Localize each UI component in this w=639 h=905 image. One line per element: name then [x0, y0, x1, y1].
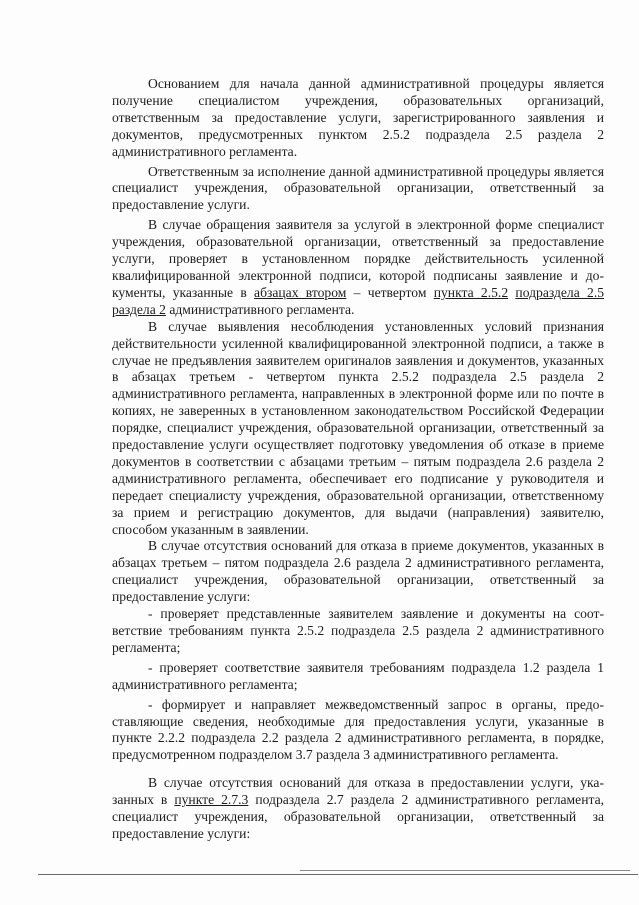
paragraph-text: - формирует и направляет межведомственный запрос в органы, предоставляющие сведения, необходимые для предоставления услуги, указанные в пункте 2.2.2 подраздела 2.2 раздела 2 административного регламента, в порядке, предусмотренном подразделом 3.7 раздела 3 административного регламента.	[112, 696, 604, 763]
paragraph-no-grounds-acceptance	[112, 538, 604, 606]
paragraph-text: - проверяет представленные заявителем заявление и документы на соответствие требованиям пункта 2.5.2 подраздела 2.5 раздела 2 административного регламента;	[112, 606, 604, 655]
list-item-check-documents	[112, 606, 604, 657]
paragraph-basis	[112, 76, 604, 161]
reference-link[interactable]: подраздела 2.5 раздела 2	[112, 284, 605, 317]
list-item-interagency-request	[112, 697, 604, 765]
document-body	[112, 76, 604, 843]
paragraph-text: В случае обращения заявителя за услугой в электронной форме специалист учреждения, образовательной организации, ответственный за предоставление услуги, проверяет в установленном порядке действительность усиленной квалифицированной электронной подписи, которой подписаны заявление и документы, указанные в	[112, 217, 604, 300]
reference-link[interactable]: абзацах втором	[254, 284, 347, 300]
paragraph-text: В случае отсутствия оснований для отказа в предоставлении услуги, указанных в	[112, 775, 604, 808]
paragraph-text: Ответственным за исполнение данной административной процедуры является специалист учреждения, образовательной организации, ответственный за предоставление услуги.	[112, 163, 604, 213]
paragraph-text: В случае отсутствия оснований для отказа в приеме документов, указанных в абзацах третьем – пятом подраздела 2.6 раздела 2 административного регламента, специалист учреждения, образовательной организации, ответственный за предоставление услуги:	[112, 538, 604, 605]
paragraph-text: - проверяет соответствие заявителя требованиям подраздела 1.2 раздела 1 административного регламента;	[112, 659, 604, 692]
paragraph-text: административного регламента.	[165, 301, 355, 317]
paragraph-text: Основанием для начала данной административной процедуры является получение специалистом учреждения, образовательных организаций, ответственным за предоставление услуги, зарегистрированного заявления и документов, предусмотренных пунктом 2.5.2 подраздела 2.5 раздела 2 административного регламента.	[112, 76, 604, 159]
page-bottom-rule-upper	[300, 870, 630, 871]
paragraph-text: – четвертом	[346, 284, 434, 300]
reference-link[interactable]: пункта 2.5.2	[433, 284, 509, 300]
paragraph-text: В случае выявления несоблюдения установленных условий признания действительности усиленной квалифицированной электронной подписи, а также в случае не предъявления заявителем оригиналов заявления и документов, указанных в абзацах третьем - четвертом пункта 2.5.2 подраздела 2.5 раздела 2 административного регламента, направленных в электронной форме или по почте в копиях, не заверенных в установленном законодательством Российской Федерации порядке, специалист учреждения, образовательной организации, ответственный за предоставление услуги осуществляет подготовку уведомления об отказе в приеме документов в соответствии с абзацами третьим – пятым подраздела 2.6 раздела 2 административного регламента, обеспечивает его подписание у руководителя и передает специалисту учреждения, образовательной организации, ответственному за прием и регистрацию документов, для выдачи (направления) заявителю, способом указанным в заявлении.	[112, 318, 604, 537]
paragraph-electronic-form	[112, 217, 604, 318]
paragraph-text: подраздела 2.7 раздела 2 административного регламента, специалист учреждения, образовательной организации, ответственный за предоставление услуги:	[112, 792, 605, 841]
paragraph-no-grounds-refusal	[112, 775, 604, 843]
paragraph-signature-failure	[112, 319, 604, 539]
page-bottom-rule	[38, 874, 638, 875]
paragraph-responsible	[112, 164, 604, 215]
reference-link[interactable]: пункте 2.7.3	[174, 792, 249, 808]
list-item-check-applicant	[112, 660, 604, 694]
